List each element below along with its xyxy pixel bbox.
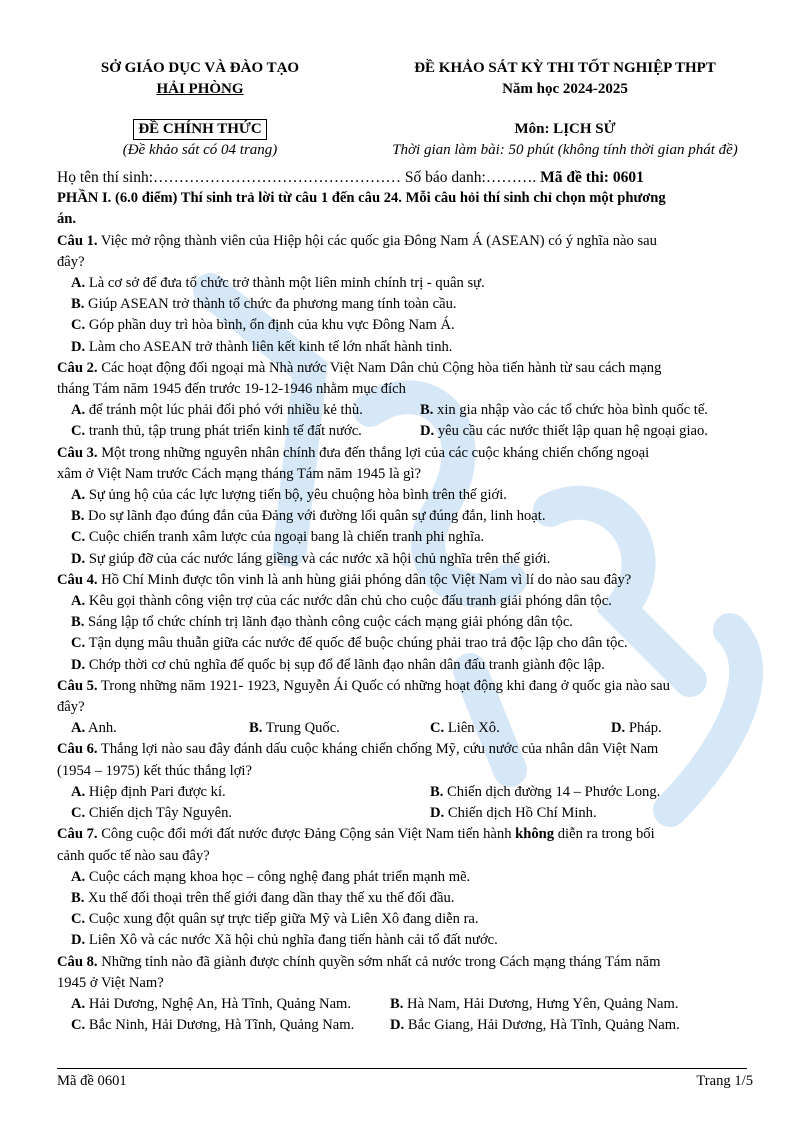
option-c[interactable] <box>57 527 747 548</box>
footer-exam-code: Mã đề 0601 <box>57 1073 127 1089</box>
question-7 <box>57 824 747 845</box>
option-key: A. <box>71 995 86 1012</box>
option-key: B. <box>71 296 85 313</box>
question-text-cont: cảnh quốc tế nào sau đây? <box>57 847 210 864</box>
question-text: Công cuộc đổi mới đất nước được Đảng Cộng sản Việt Nam tiến hành <box>97 826 516 843</box>
option-a[interactable] <box>71 400 420 421</box>
pages-note: (Đề khảo sát có 04 trang) <box>122 142 278 158</box>
official-label: ĐỀ CHÍNH THỨC <box>133 119 266 140</box>
candidate-name-label: Họ tên thí sinh:………………………………………… <box>57 169 402 186</box>
dept-line1: SỞ GIÁO DỤC VÀ ĐÀO TẠO <box>100 60 300 76</box>
option-key: C. <box>71 529 86 546</box>
option-d[interactable] <box>430 803 760 824</box>
option-key: C. <box>71 911 86 928</box>
option-a[interactable] <box>57 485 747 506</box>
exam-header <box>40 58 760 168</box>
question-number: Câu 5. <box>57 677 98 694</box>
option-key: B. <box>71 889 85 906</box>
option-text: xin gia nhập vào các tổ chức hòa bình quốc tế. <box>433 402 708 419</box>
option-text: Chiến dịch Tây Nguyên. <box>85 805 233 822</box>
option-text: Pháp. <box>625 720 662 737</box>
footer-page-number: Trang 1/5 <box>696 1073 753 1089</box>
candidate-sbd-label: Số báo danh:………. <box>401 169 537 186</box>
question-text-cont: 1945 ở Việt Nam? <box>57 974 164 991</box>
options-grid <box>57 718 747 739</box>
time-note: Thời gian làm bài: 50 phút (không tính thời gian phát đề) <box>392 142 738 158</box>
option-text: Trung Quốc. <box>262 720 340 737</box>
options-grid <box>57 782 747 824</box>
question-text-cont: (1954 – 1975) kết thúc thắng lợi? <box>57 762 252 779</box>
option-key: C. <box>71 317 86 334</box>
option-key: B. <box>249 720 263 737</box>
option-key: B. <box>71 614 85 631</box>
option-text: để tránh một lúc phải đối phó với nhiều kẻ thù. <box>85 402 363 419</box>
option-text: Xu thế đối thoại trên thế giới đang dần thay thế xu thế đối đầu. <box>84 889 455 906</box>
option-key: D. <box>71 932 86 949</box>
part1-heading: PHẦN I. (6.0 điểm) Thí sinh trả lời từ câu 1 đến câu 24. Mỗi câu hỏi thí sinh chỉ chọn một phương <box>57 190 666 207</box>
option-text: Cuộc chiến tranh xâm lược của ngoại bang là chiến tranh phi nghĩa. <box>85 529 485 546</box>
question-text: Những tỉnh nào đã giành được chính quyền sớm nhất cả nước trong Cách mạng tháng Tám năm <box>97 953 661 970</box>
option-a[interactable] <box>71 718 249 739</box>
question-text: Việc mở rộng thành viên của Hiệp hội các quốc gia Đông Nam Á (ASEAN) có ý nghĩa nào sau <box>97 232 657 249</box>
question-text: Trong những năm 1921- 1923, Nguyễn Ái Quốc có những hoạt động khi đang ở quốc gia nào sau <box>97 677 670 694</box>
option-c[interactable] <box>57 909 747 930</box>
option-text: Anh. <box>85 720 117 737</box>
option-key: C. <box>430 720 445 737</box>
option-a[interactable] <box>57 273 747 294</box>
option-a[interactable] <box>71 782 430 803</box>
option-text: Góp phần duy trì hòa bình, ổn định của khu vực Đông Nam Á. <box>85 317 455 334</box>
option-c[interactable] <box>57 633 747 654</box>
option-key: A. <box>71 402 86 419</box>
option-text: Hải Dương, Nghệ An, Hà Tĩnh, Quảng Nam. <box>85 995 352 1012</box>
option-a[interactable] <box>57 591 747 612</box>
option-d[interactable] <box>57 549 747 570</box>
option-a[interactable] <box>71 994 390 1015</box>
footer-divider <box>57 1068 747 1069</box>
option-c[interactable] <box>430 718 611 739</box>
question-text-cont: đây? <box>57 699 85 716</box>
option-text: Tận dụng mâu thuẫn giữa các nước đế quốc để buộc chúng phải trao trả độc lập cho dân tộc. <box>85 635 628 652</box>
option-b[interactable] <box>57 506 747 527</box>
subject: Môn: LỊCH SỬ <box>514 121 616 137</box>
option-d[interactable] <box>57 337 747 358</box>
question-6 <box>57 739 747 760</box>
option-key: D. <box>71 338 86 355</box>
option-text: Là cơ sở để đưa tổ chức trở thành một liên minh chính trị - quân sự. <box>85 275 485 292</box>
option-text: Bắc Giang, Hải Dương, Hà Tĩnh, Quảng Nam. <box>404 1017 680 1034</box>
question-text: Hồ Chí Minh được tôn vinh là anh hùng giải phóng dân tộc Việt Nam vì lí do nào sau đây? <box>97 571 632 588</box>
option-d[interactable] <box>57 655 747 676</box>
option-text: Sự giúp đỡ của các nước láng giềng và các nước xã hội chủ nghĩa trên thế giới. <box>85 550 551 567</box>
option-key: C. <box>71 635 86 652</box>
question-text: diễn ra trong bối <box>554 826 655 843</box>
question-number: Câu 2. <box>57 359 98 376</box>
option-text: Sự ủng hộ của các lực lượng tiến bộ, yêu chuộng hòa bình trên thế giới. <box>85 487 507 504</box>
option-d[interactable] <box>390 1015 760 1036</box>
option-d[interactable] <box>420 421 760 442</box>
question-4 <box>57 570 747 591</box>
option-c[interactable] <box>57 315 747 336</box>
header-right <box>365 58 765 161</box>
option-d[interactable] <box>611 718 761 739</box>
option-c[interactable] <box>71 421 420 442</box>
option-text: Liên Xô. <box>444 720 500 737</box>
option-key: C. <box>71 805 86 822</box>
option-key: B. <box>71 508 85 525</box>
option-b[interactable] <box>249 718 430 739</box>
option-c[interactable] <box>71 803 430 824</box>
option-b[interactable] <box>57 612 747 633</box>
part1-heading-cont: án. <box>57 211 77 228</box>
question-text-cont: tháng Tám năm 1945 đến trước 19-12-1946 nhằm mục đích <box>57 381 406 398</box>
option-b[interactable] <box>430 782 760 803</box>
question-text-cont: xâm ở Việt Nam trước Cách mạng tháng Tám năm 1945 là gì? <box>57 465 421 482</box>
school-year: Năm học 2024-2025 <box>502 81 628 97</box>
question-2 <box>57 358 747 379</box>
option-key: A. <box>71 720 86 737</box>
options-grid <box>57 994 747 1036</box>
option-text: Hà Nam, Hải Dương, Hưng Yên, Quảng Nam. <box>403 995 679 1012</box>
option-b[interactable] <box>57 294 747 315</box>
question-number: Câu 3. <box>57 444 98 461</box>
option-key: D. <box>71 656 86 673</box>
option-text: Sáng lập tổ chức chính trị lãnh đạo thành công cuộc cách mạng giải phóng dân tộc. <box>84 614 573 631</box>
question-text: Các hoạt động đối ngoại mà Nhà nước Việt Nam Dân chủ Cộng hòa tiến hành từ sau cách mạng <box>97 359 662 376</box>
exam-title: ĐỀ KHẢO SÁT KỲ THI TỐT NGHIỆP THPT <box>414 60 716 76</box>
option-key: D. <box>420 423 435 440</box>
option-key: D. <box>71 550 86 567</box>
question-emphasis: không <box>515 826 555 843</box>
question-number: Câu 6. <box>57 741 98 758</box>
header-left <box>40 58 360 161</box>
option-text: Chiến dịch đường 14 – Phước Long. <box>443 783 661 800</box>
option-text: Hiệp định Pari được kí. <box>85 783 226 800</box>
option-text: Do sự lãnh đạo đúng đắn của Đảng với đường lối quân sự đúng đắn, linh hoạt. <box>84 508 546 525</box>
dept-line2: HẢI PHÒNG <box>156 81 244 97</box>
option-b[interactable] <box>57 888 747 909</box>
candidate-line <box>57 167 747 188</box>
question-number: Câu 8. <box>57 953 98 970</box>
option-text: Liên Xô và các nước Xã hội chủ nghĩa đang tiến hành cải tổ đất nước. <box>85 932 498 949</box>
option-b[interactable] <box>420 400 760 421</box>
option-text: Chớp thời cơ chủ nghĩa đế quốc bị sụp đổ để lãnh đạo nhân dân đấu tranh giành độc lập. <box>85 656 605 673</box>
option-text: Cuộc cách mạng khoa học – công nghệ đang phát triển mạnh mẽ. <box>85 868 471 885</box>
option-key: D. <box>390 1017 405 1034</box>
option-key: A. <box>71 868 86 885</box>
question-3 <box>57 443 747 464</box>
question-text: Một trong những nguyên nhân chính đưa đến thắng lợi của các cuộc kháng chiến chống ngoại <box>97 444 650 461</box>
option-text: Làm cho ASEAN trở thành liên kết kinh tế lớn nhất hành tinh. <box>85 338 453 355</box>
question-5 <box>57 676 747 697</box>
exam-code-label: Mã đề thi: 0601 <box>536 169 644 186</box>
option-key: C. <box>71 1017 86 1034</box>
option-key: D. <box>611 720 626 737</box>
question-text: Thắng lợi nào sau đây đánh dấu cuộc kháng chiến chống Mỹ, cứu nước của nhân dân Việt Nam <box>97 741 659 758</box>
option-key: A. <box>71 275 86 292</box>
option-key: B. <box>430 783 444 800</box>
option-b[interactable] <box>390 994 760 1015</box>
option-key: B. <box>420 402 434 419</box>
option-text: Cuộc xung đột quân sự trực tiếp giữa Mỹ và Liên Xô đang diễn ra. <box>85 911 479 928</box>
option-text: Chiến dịch Hồ Chí Minh. <box>444 805 597 822</box>
option-key: D. <box>430 805 445 822</box>
question-number: Câu 1. <box>57 232 98 249</box>
option-key: B. <box>390 995 404 1012</box>
option-key: C. <box>71 423 86 440</box>
exam-content <box>57 167 747 1036</box>
option-text: Bắc Ninh, Hải Dương, Hà Tĩnh, Quảng Nam. <box>85 1017 355 1034</box>
question-number: Câu 4. <box>57 571 98 588</box>
option-key: A. <box>71 593 86 610</box>
option-c[interactable] <box>71 1015 390 1036</box>
option-text: tranh thủ, tập trung phát triển kinh tế đất nước. <box>85 423 362 440</box>
options-grid <box>57 400 747 442</box>
option-text: yêu cầu các nước thiết lập quan hệ ngoại giao. <box>434 423 708 440</box>
question-text-cont: đây? <box>57 253 85 270</box>
option-key: A. <box>71 783 86 800</box>
question-number: Câu 7. <box>57 826 98 843</box>
question-1 <box>57 231 747 252</box>
option-text: Kêu gọi thành công viện trợ của các nước dân chủ cho cuộc đấu tranh giải phóng dân tộc. <box>85 593 612 610</box>
question-8 <box>57 952 747 973</box>
option-text: Giúp ASEAN trở thành tổ chức đa phương mang tính toàn cầu. <box>84 296 457 313</box>
option-a[interactable] <box>57 867 747 888</box>
option-d[interactable] <box>57 930 747 951</box>
option-key: A. <box>71 487 86 504</box>
